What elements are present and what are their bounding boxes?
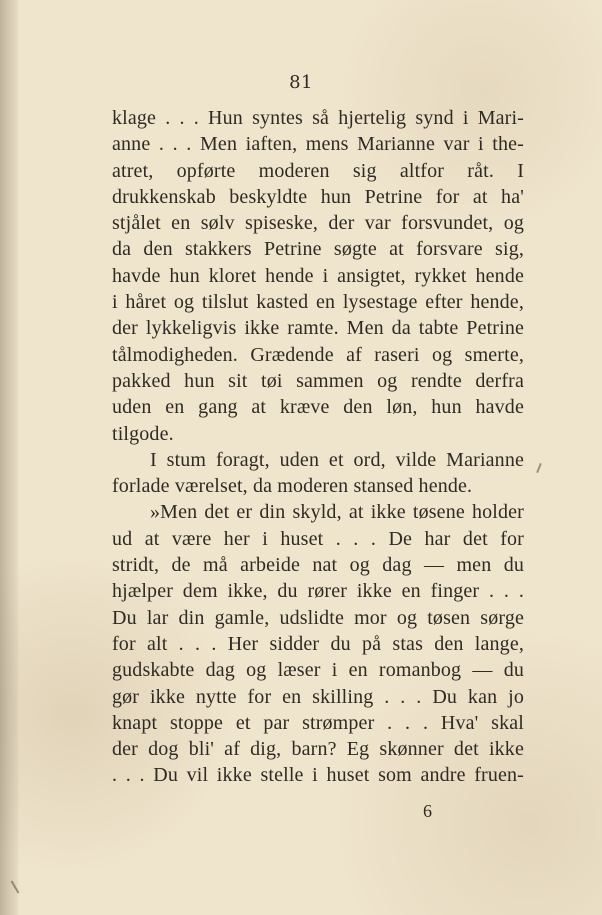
ink-mark: [536, 463, 542, 473]
text-line-5: stjålet en sølv spiseske, der var forsvundet, og: [112, 212, 524, 235]
text-line-24: knapt stoppe et par strømper . . . Hva' skal: [112, 711, 524, 734]
page-edge-shadow: [0, 0, 18, 915]
text-line-17: ud at være her i huset . . . De har det for: [112, 527, 524, 550]
text-line-6: da den stakkers Petrine søgte at forsvare sig,: [112, 238, 524, 261]
text-line-2: anne . . . Men iaften, mens Marianne var i the-: [112, 133, 524, 156]
text-line-25: der dog bli' af dig, barn? Eg skønner det ikke: [112, 738, 524, 761]
text-line-10: tålmodigheden. Grædende af raseri og smerte,: [112, 343, 524, 366]
text-line-4: drukkenskab beskyldte hun Petrine for at ha': [112, 185, 524, 208]
text-line-16: »Men det er din skyld, at ikke tøsene holder: [150, 501, 524, 524]
text-line-9: der lykkeligvis ikke ramte. Men da tabte Petrine: [112, 317, 524, 340]
text-line-1: klage . . . Hun syntes så hjertelig synd i Mari-: [112, 107, 524, 129]
signature-mark: 6: [423, 801, 432, 821]
text-line-12: uden en gang at kræve den løn, hun havde: [112, 396, 524, 419]
page-number: 81: [289, 72, 313, 93]
text-line-3: atret, opførte moderen sig altfor råt. I: [112, 159, 524, 182]
text-line-7: havde hun kloret hende i ansigtet, rykket hende: [112, 264, 524, 287]
text-line-11: pakked hun sit tøi sammen og rendte derfra: [112, 369, 524, 392]
text-line-21: for alt . . . Her sidder du på stas den lange,: [112, 632, 524, 655]
text-line-23: gør ikke nytte for en skilling . . . Du kan jo: [112, 685, 524, 708]
text-line-19: hjælper dem ikke, du rører ikke en finger . . .: [112, 580, 524, 603]
text-line-15: forlade værelset, da moderen stansed hende.: [112, 475, 473, 498]
page-text: [112, 105, 524, 789]
text-line-14: I stum foragt, uden et ord, vilde Marianne: [150, 448, 524, 471]
text-line-18: stridt, de må arbeide nat og dag — men du: [112, 554, 524, 577]
text-line-13: tilgode.: [112, 422, 174, 445]
text-line-8: i håret og tilslut kasted en lysestage efter hende,: [112, 291, 524, 314]
text-line-20: Du lar din gamle, udslidte mor og tøsen sørge: [112, 606, 524, 629]
text-line-22: gudskabte dag og læser i en romanbog — du: [112, 659, 524, 682]
text-line-26: . . . Du vil ikke stelle i huset som andre fruen-: [112, 764, 524, 787]
